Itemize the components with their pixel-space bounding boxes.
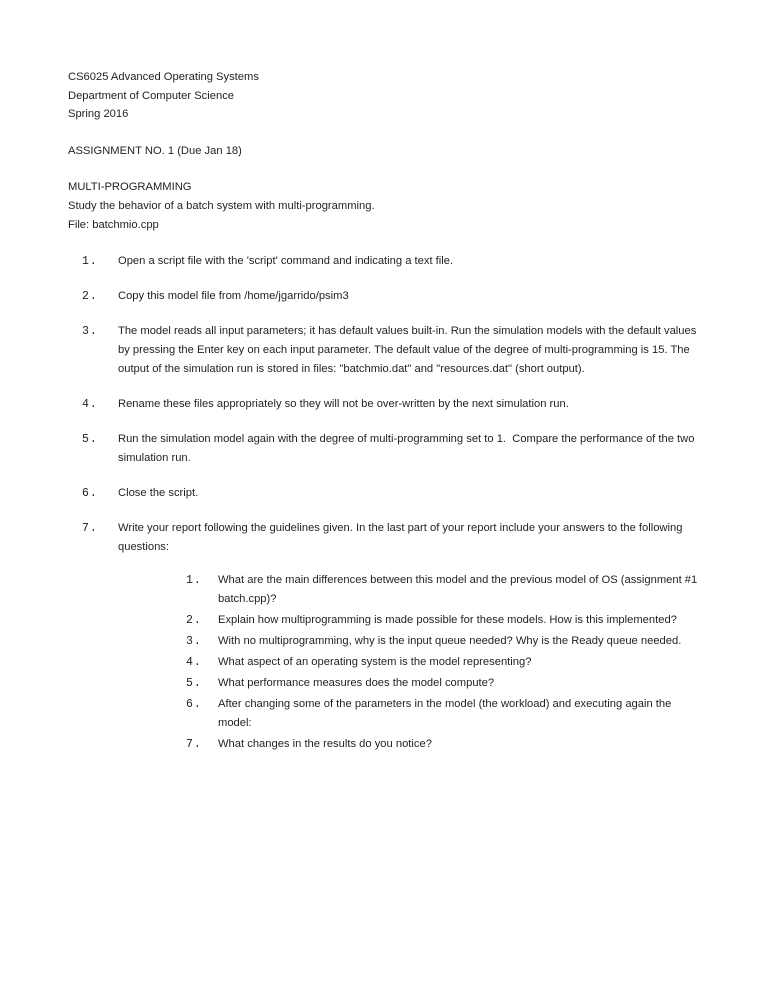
list-item	[68, 252, 708, 271]
step-number: 2.	[82, 290, 98, 303]
list-item	[186, 632, 708, 651]
file-line: File: batchmio.cpp	[68, 218, 159, 231]
list-item	[68, 395, 708, 414]
step-text: Run the simulation model again with the degree of multi-programming set to 1. Compare the performance of the two simulation run.	[118, 433, 698, 464]
step-text: Copy this model file from /home/jgarrido/psim3	[118, 290, 349, 302]
step-number: 4.	[82, 398, 98, 411]
term-line: Spring 2016	[68, 108, 129, 121]
topic-title: MULTI-PROGRAMMING	[68, 181, 192, 194]
department-line: Department of Computer Science	[68, 89, 235, 102]
step-text: The model reads all input parameters; it has default values built-in. Run the simulation models with the default values by pressing the Enter key on each input parameter. The default value of the degree of multi-programming is 15. The output of the simulation run is stored in files: "batchmio.dat" and "resources.dat" (short output).	[118, 325, 700, 375]
list-item	[68, 322, 708, 379]
list-item	[186, 571, 708, 609]
question-text: What are the main differences between this model and the previous model of OS (assignment #1 batch.cpp)?	[218, 574, 701, 605]
list-item	[186, 611, 708, 630]
step-number: 5.	[82, 433, 98, 446]
list-item	[186, 674, 708, 693]
step-text: Rename these files appropriately so they will not be over-written by the next simulation run.	[118, 398, 569, 410]
question-text: What changes in the results do you notice?	[218, 738, 432, 750]
question-number: 4.	[186, 656, 202, 669]
topic-block	[68, 178, 708, 234]
step-number: 7.	[82, 522, 98, 535]
step-text: Write your report following the guidelines given. In the last part of your report include your answers to the following questions:	[118, 522, 686, 553]
question-number: 6.	[186, 698, 202, 711]
question-number: 7.	[186, 738, 202, 751]
question-number: 2.	[186, 614, 202, 627]
question-number: 5.	[186, 677, 202, 690]
assignment-line: ASSIGNMENT NO. 1 (Due Jan 18)	[68, 144, 242, 157]
document-header	[68, 68, 708, 234]
list-item	[68, 484, 708, 503]
step-number: 6.	[82, 487, 98, 500]
list-item	[68, 287, 708, 306]
list-item	[186, 695, 708, 733]
question-number: 1.	[186, 574, 202, 587]
steps-list	[68, 252, 708, 770]
question-text: What performance measures does the model compute?	[218, 677, 495, 689]
list-item	[186, 735, 708, 754]
question-number: 3.	[186, 635, 202, 648]
question-text: What aspect of an operating system is the model representing?	[218, 656, 532, 668]
list-item	[68, 519, 708, 754]
question-text: Explain how multiprogramming is made possible for these models. How is this implemented?	[218, 614, 677, 626]
question-text: With no multiprogramming, why is the input queue needed? Why is the Ready queue needed.	[218, 635, 682, 647]
step-number: 3.	[82, 325, 98, 338]
topic-description: Study the behavior of a batch system with multi-programming.	[68, 199, 375, 212]
question-text: After changing some of the parameters in the model (the workload) and executing again the model:	[218, 698, 675, 729]
course-title: CS6025 Advanced Operating Systems	[68, 71, 259, 83]
step-number: 1.	[82, 255, 98, 268]
step-text: Open a script file with the 'script' command and indicating a text file.	[118, 255, 454, 267]
list-item	[186, 653, 708, 672]
list-item	[68, 430, 708, 468]
step-text: Close the script.	[118, 487, 199, 499]
questions-list	[118, 571, 708, 754]
